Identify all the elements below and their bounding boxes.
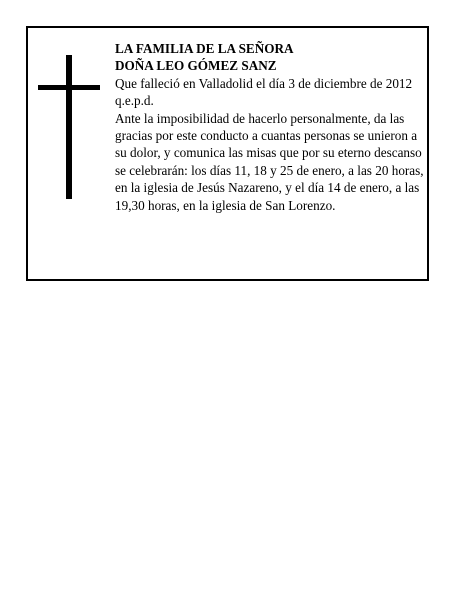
notice-text bbox=[115, 40, 425, 214]
heading-line-2: DOÑA LEO GÓMEZ SANZ bbox=[115, 58, 277, 74]
cross-horizontal-bar bbox=[38, 85, 100, 90]
heading-line-1: LA FAMILIA DE LA SEÑORA bbox=[115, 41, 294, 56]
cross-vertical-bar bbox=[66, 55, 72, 199]
cross-icon bbox=[38, 55, 100, 199]
notice-body: Ante la imposibilidad de hacerlo personalmente, da las gracias por este conducto a cuantas personas se unieron a su dolor, y comunica las misas que por su eterno descanso se celebrarán: los días 11, 18 y 25 de enero, a las 20 horas, en la iglesia de Jesús Nazareno, y el día 14 de enero, a las 19,30 horas, en la iglesia de San Lorenzo. bbox=[115, 110, 424, 213]
death-line: Que falleció en Valladolid el día 3 de diciembre de 2012 bbox=[115, 75, 413, 91]
qepd-line: q.e.p.d. bbox=[115, 93, 154, 109]
obituary-notice bbox=[26, 26, 429, 281]
